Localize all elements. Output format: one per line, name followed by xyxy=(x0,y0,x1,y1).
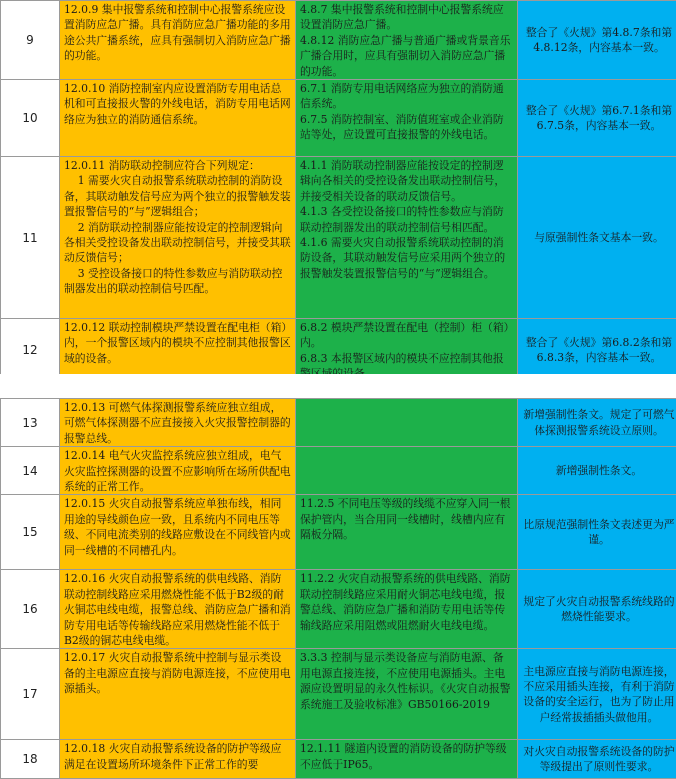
new-clause-text: 12.0.11 消防联动控制应符合下列规定： 1 需要火灾自动报警系统联动控制的消防设备，其联动触发信号应为两个独立的报警触发装置报警信号的“与”逻辑组合； 2 消防联动控制器应能按设定的控制逻辑向各相关受控设备发出联动控制信号，并接受其联动反馈信号； 3 受控设备接口的特性参数应与消防联动控制器发出的联动控制信号匹配。 xyxy=(60,157,295,297)
original-clause-text: 11.2.2 火灾自动报警系统的供电线路、消防联动控制线路应采用耐火铜芯电线电缆，报警总线、消防应急广播和消防专用电话等传输线路应采用阻燃或阻燃耐火电线电缆。 xyxy=(296,570,517,633)
remark-text: 对火灾自动报警系统设备的防护等级提出了原则性要求。 xyxy=(518,744,676,775)
remark-cell xyxy=(518,649,676,740)
remark-cell xyxy=(518,319,676,383)
row-number: 14 xyxy=(1,447,60,495)
new-clause-text: 12.0.15 火灾自动报警系统应单独布线，相同用途的导线颜色应一致，且系统内不同电压等级、不同电流类别的线路应敷设在不同线管内或同一线槽的不同槽孔内。 xyxy=(60,495,295,558)
page-gap xyxy=(0,374,676,398)
remark-text: 新增强制性条文。 xyxy=(518,463,676,478)
remark-text: 规定了火灾自动报警系统线路的燃烧性能要求。 xyxy=(518,594,676,625)
new-clause-text: 12.0.18 火灾自动报警系统设备的防护等级应满足在设置场所环境条件下正常工作的要 xyxy=(60,740,295,772)
original-clause-cell xyxy=(296,1,518,80)
row-number: 18 xyxy=(1,740,60,779)
new-clause-text: 12.0.17 火灾自动报警系统中控制与显示类设备的主电源应直接与消防电源连接，不应使用电源插头。 xyxy=(60,649,295,696)
remark-text: 与原强制性条文基本一致。 xyxy=(518,230,676,245)
original-clause-cell xyxy=(296,80,518,157)
table-row xyxy=(1,399,676,447)
row-number: 13 xyxy=(1,399,60,447)
new-clause-text: 12.0.10 消防控制室内应设置消防专用电话总机和可直接报火警的外线电话，消防专用电话网络应为独立的消防通信系统。 xyxy=(60,80,295,127)
remark-text: 整合了《火规》第6.8.2条和第6.8.3条，内容基本一致。 xyxy=(518,335,676,366)
row-number: 12 xyxy=(1,319,60,383)
original-clause-text: 6.7.1 消防专用电话网络应为独立的消防通信系统。 6.7.5 消防控制室、消防值班室或企业消防站等处，应设置可直接报警的外线电话。 xyxy=(296,80,517,143)
table-row xyxy=(1,740,676,779)
table-row xyxy=(1,80,676,157)
original-clause-cell xyxy=(296,399,518,447)
remark-text: 比原规范强制性条文表述更为严谨。 xyxy=(518,517,676,548)
original-clause-text: 6.8.2 模块严禁设置在配电（控制）柜（箱）内。 6.8.3 本报警区域内的模块不应控制其他报 xyxy=(296,319,517,382)
remark-text: 新增强制性条文。规定了可燃气体探测报警系统设立原则。 xyxy=(518,407,676,438)
original-clause-cell xyxy=(296,157,518,319)
new-clause-text: 12.0.14 电气火灾监控系统应独立组成，电气火灾监控探测器的设置不应影响所在场所供配电系统的正常工作。 xyxy=(60,447,295,494)
remark-cell xyxy=(518,80,676,157)
original-clause-cell xyxy=(296,319,518,383)
original-clause-text xyxy=(296,447,517,448)
new-clause-cell xyxy=(60,1,296,80)
original-clause-text xyxy=(296,399,517,400)
original-clause-text: 11.2.5 不同电压等级的线缆不应穿入同一根保护管内，当合用同一线槽时，线槽内应有隔板分隔。 xyxy=(296,495,517,542)
new-clause-cell xyxy=(60,80,296,157)
original-clause-cell xyxy=(296,495,518,570)
new-clause-text: 12.0.16 火灾自动报警系统的供电线路、消防联动控制线路应采用燃烧性能不低于B2级的耐火铜芯电线电缆，报警总线、消防应急广播和消防专用电话等传输线路应采用燃烧性能不低于B2级的铜芯电线电缆。 xyxy=(60,570,295,648)
table-row xyxy=(1,1,676,80)
new-clause-cell xyxy=(60,319,296,383)
original-clause-cell xyxy=(296,649,518,740)
table-row xyxy=(1,570,676,649)
table-row xyxy=(1,157,676,319)
new-clause-text: 12.0.12 联动控制模块严禁设置在配电柜（箱）内，一个报警区域内的模块不应控制其他报警区域的设备。 xyxy=(60,319,295,366)
new-clause-cell xyxy=(60,495,296,570)
table-row xyxy=(1,649,676,740)
original-clause-text: 4.1.1 消防联动控制器应能按设定的控制逻辑向各相关的受控设备发出联动控制信号，并接受相关设备的联动反馈信号。 4.1.3 各受控设备接口的特性参数应与消防联动控制器发出的联动控制信号相匹配。 4.1.6 需要火灾自动报警系统联动控制的消防设备，其联动触发信号应采用两个独立的报警触发装置报警信号的“与”逻辑组合。 xyxy=(296,157,517,281)
remark-cell xyxy=(518,399,676,447)
original-clause-cell xyxy=(296,740,518,779)
original-clause-text: 12.1.11 隧道内设置的消防设备的防护等级不应低于IP65。 xyxy=(296,740,517,772)
new-clause-cell xyxy=(60,399,296,447)
row-number: 17 xyxy=(1,649,60,740)
new-clause-cell xyxy=(60,447,296,495)
new-clause-text: 12.0.9 集中报警系统和控制中心报警系统应设置消防应急广播。具有消防应急广播功能的多用途公共广播系统，应具有强制切入消防应急广播的功能。 xyxy=(60,1,295,64)
remark-cell xyxy=(518,495,676,570)
new-clause-cell xyxy=(60,570,296,649)
new-clause-cell xyxy=(60,649,296,740)
remark-cell xyxy=(518,447,676,495)
row-number: 9 xyxy=(1,1,60,80)
clause-comparison-table-2 xyxy=(0,398,676,779)
clause-comparison-table-1 xyxy=(0,0,676,383)
original-clause-text: 4.8.7 集中报警系统和控制中心报警系统应设置消防应急广播。 4.8.12 消防应急广播与普通广播或背景音乐广播合用时，应具有强制切入消防应急广播的功能。 xyxy=(296,1,517,79)
original-clause-text: 3.3.3 控制与显示类设备应与消防电源、备用电源直接连接，不应使用电源插头。主电源应设置明显的永久性标识。《火灾自动报警系统施工及验收标准》GB50166-2019 xyxy=(296,649,517,712)
new-clause-text: 12.0.13 可燃气体探测报警系统应独立组成，可燃气体探测器不应直接接入火灾报警控制器的报警总线。 xyxy=(60,399,295,446)
remark-cell xyxy=(518,570,676,649)
remark-text: 整合了《火规》第4.8.7条和第4.8.12条，内容基本一致。 xyxy=(518,25,676,56)
table-row xyxy=(1,495,676,570)
remark-cell xyxy=(518,1,676,80)
table-row xyxy=(1,447,676,495)
original-clause-cell xyxy=(296,570,518,649)
table-row xyxy=(1,319,676,383)
new-clause-cell xyxy=(60,740,296,779)
row-number: 15 xyxy=(1,495,60,570)
remark-text: 主电源应直接与消防电源连接，不应采用插头连接，有利于消防设备的安全运行，也为了防止用户经常拔插插头做他用。 xyxy=(518,664,676,726)
remark-cell xyxy=(518,740,676,779)
new-clause-cell xyxy=(60,157,296,319)
row-number: 16 xyxy=(1,570,60,649)
original-clause-cell xyxy=(296,447,518,495)
row-number: 10 xyxy=(1,80,60,157)
remark-text: 整合了《火规》第6.7.1条和第6.7.5条，内容基本一致。 xyxy=(518,103,676,134)
remark-cell xyxy=(518,157,676,319)
row-number: 11 xyxy=(1,157,60,319)
